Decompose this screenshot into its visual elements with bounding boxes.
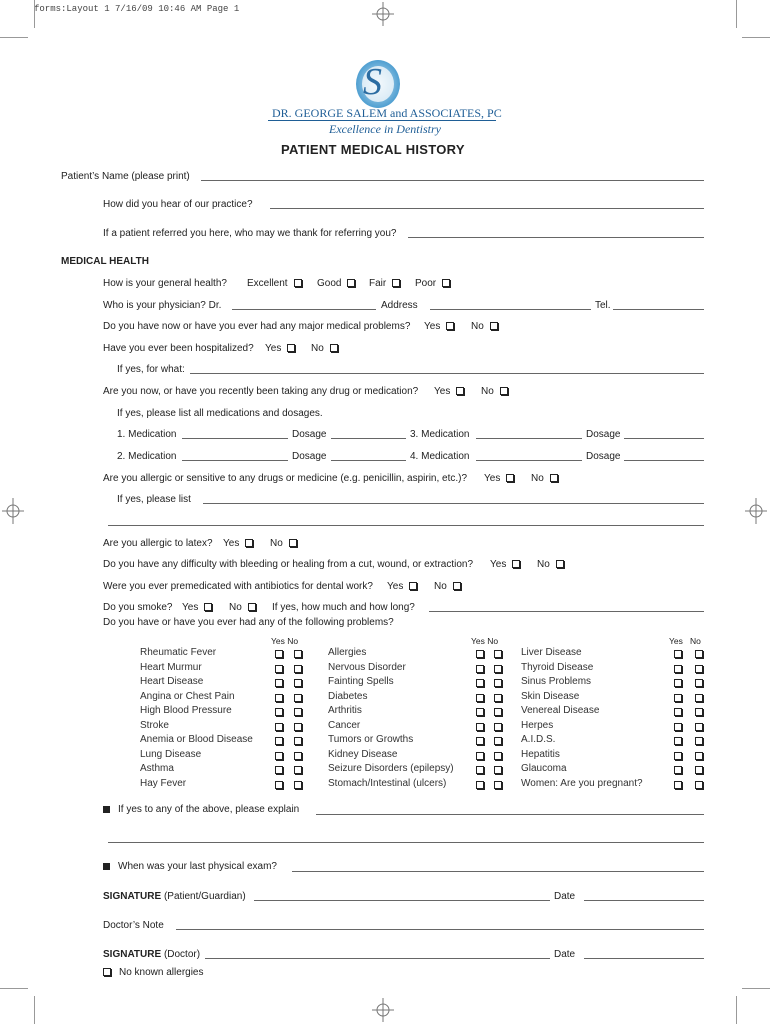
health-fair-option[interactable]: Fair: [369, 278, 400, 289]
dosage-3-label: Dosage: [586, 429, 621, 440]
hear-practice-label: How did you hear of our practice?: [103, 199, 253, 210]
last-physical-label: When was your last physical exam?: [118, 861, 277, 872]
page-title: PATIENT MEDICAL HISTORY: [281, 142, 465, 157]
explain-label: If yes to any of the above, please explain: [118, 804, 300, 815]
explain-field-2[interactable]: [108, 842, 704, 843]
doctor-date-label: Date: [554, 949, 576, 960]
drugs-no[interactable]: No: [481, 386, 508, 397]
dosage-2-label: Dosage: [292, 451, 327, 462]
problem-no-checkbox[interactable]: [494, 752, 502, 760]
registration-mark-icon: [372, 2, 394, 26]
medication-2-label: 2. Medication: [117, 451, 177, 462]
hospitalized-no[interactable]: No: [311, 343, 338, 354]
problem-yes-checkbox[interactable]: [674, 665, 682, 673]
problems-question: Do you have or have you ever had any of the following problems?: [103, 617, 394, 628]
problem-no-checkbox[interactable]: [294, 679, 302, 687]
problem-yes-checkbox[interactable]: [674, 781, 682, 789]
square-bullet-icon: [103, 806, 110, 813]
crop-mark: [742, 37, 770, 38]
problem-item: Venereal Disease: [521, 705, 600, 716]
problem-no-checkbox[interactable]: [294, 708, 302, 716]
problem-yes-checkbox[interactable]: [674, 752, 682, 760]
problem-yes-checkbox[interactable]: [476, 766, 484, 774]
problem-no-checkbox[interactable]: [294, 665, 302, 673]
last-physical-field[interactable]: [292, 871, 704, 872]
physician-label: Who is your physician? Dr.: [103, 300, 222, 311]
problem-yes-checkbox[interactable]: [476, 752, 484, 760]
bleeding-yes[interactable]: Yes: [490, 559, 520, 570]
problem-yes-checkbox[interactable]: [275, 679, 283, 687]
checkbox[interactable]: [287, 344, 295, 352]
checkbox[interactable]: [442, 279, 450, 287]
problem-no-checkbox[interactable]: [494, 708, 502, 716]
problems-list-col1: [140, 646, 253, 791]
problem-yes-checkbox[interactable]: [275, 766, 283, 774]
checkbox[interactable]: [294, 279, 302, 287]
problem-item: Seizure Disorders (epilepsy): [328, 763, 454, 774]
allergy-list-field[interactable]: [203, 503, 704, 504]
last-physical-row: [103, 861, 277, 872]
problem-yes-checkbox[interactable]: [476, 723, 484, 731]
premedicated-label: Were you ever premedicated with antibiotics for dental work?: [103, 581, 373, 592]
medication-3-field[interactable]: [476, 438, 582, 439]
checkbox[interactable]: [330, 344, 338, 352]
dosage-4-label: Dosage: [586, 451, 621, 462]
problem-yes-checkbox[interactable]: [674, 766, 682, 774]
doctor-signature-field[interactable]: [205, 958, 550, 959]
crop-mark: [742, 988, 770, 989]
problem-yes-checkbox[interactable]: [674, 737, 682, 745]
problem-item: Glaucoma: [521, 763, 567, 774]
practice-tagline: Excellence in Dentistry: [329, 122, 441, 136]
drugs-label: Are you now, or have you recently been taking any drug or medication?: [103, 386, 419, 397]
col3-yes-no-header: Yes No: [669, 636, 701, 646]
allergic-drugs-label: Are you allergic or sensitive to any drugs or medicine (e.g. penicillin, aspirin, etc.)?: [103, 473, 468, 484]
problem-item: Fainting Spells: [328, 676, 394, 687]
problem-item: Rheumatic Fever: [140, 647, 217, 658]
problem-item: Tumors or Growths: [328, 734, 414, 745]
problem-item: Asthma: [140, 763, 174, 774]
problem-yes-checkbox[interactable]: [275, 694, 283, 702]
problem-item: Sinus Problems: [521, 676, 592, 687]
smoke-amount-field[interactable]: [429, 611, 704, 612]
physician-name-field[interactable]: [232, 309, 376, 310]
problem-yes-checkbox[interactable]: [674, 723, 682, 731]
premedicated-no[interactable]: No: [434, 581, 461, 592]
checkbox[interactable]: [103, 968, 111, 976]
problem-yes-checkbox[interactable]: [275, 781, 283, 789]
crop-mark: [0, 988, 28, 989]
smoke-amount-label: If yes, how much and how long?: [272, 602, 415, 613]
problem-no-checkbox[interactable]: [494, 694, 502, 702]
checkbox[interactable]: [245, 539, 253, 547]
problem-no-checkbox[interactable]: [494, 723, 502, 731]
problem-yes-checkbox[interactable]: [674, 708, 682, 716]
checkbox[interactable]: [556, 560, 564, 568]
physician-tel-label: Tel.: [595, 300, 611, 311]
problem-item: Kidney Disease: [328, 748, 398, 760]
problem-yes-checkbox[interactable]: [476, 694, 484, 702]
patient-date-field[interactable]: [584, 900, 704, 901]
problem-no-checkbox[interactable]: [294, 752, 302, 760]
dosage-4-field[interactable]: [624, 460, 704, 461]
allergy-list-label: If yes, please list: [117, 494, 191, 505]
problem-yes-checkbox[interactable]: [674, 679, 682, 687]
problem-no-checkbox[interactable]: [294, 650, 302, 658]
crop-mark: [736, 0, 737, 28]
referred-label: If a patient referred you here, who may we thank for referring you?: [103, 228, 397, 239]
checkbox[interactable]: [512, 560, 520, 568]
problem-yes-checkbox[interactable]: [476, 781, 484, 789]
medication-3-label: 3. Medication: [410, 429, 470, 440]
allergic-drugs-yes[interactable]: Yes: [484, 473, 514, 484]
problem-yes-checkbox[interactable]: [275, 723, 283, 731]
problem-item: Liver Disease: [521, 647, 582, 658]
major-problems-label: Do you have now or have you ever had any major medical problems?: [103, 321, 411, 332]
problem-yes-checkbox[interactable]: [476, 679, 484, 687]
problem-yes-checkbox[interactable]: [275, 752, 283, 760]
checkbox[interactable]: [347, 279, 355, 287]
smoke-yes[interactable]: Yes: [182, 602, 212, 613]
referred-field[interactable]: [408, 237, 704, 238]
doctor-signature-label: SIGNATURE (Doctor): [103, 949, 201, 960]
problem-item: Thyroid Disease: [521, 661, 594, 673]
problem-no-checkbox[interactable]: [494, 781, 502, 789]
general-health-label: How is your general health?: [103, 278, 227, 289]
problem-yes-checkbox[interactable]: [275, 737, 283, 745]
problem-yes-checkbox[interactable]: [476, 708, 484, 716]
medication-4-label: 4. Medication: [410, 451, 470, 462]
problem-no-checkbox[interactable]: [494, 650, 502, 658]
col2-yes-no-header: Yes No: [471, 636, 499, 646]
problem-item: Cancer: [328, 719, 361, 731]
registration-mark-icon: [372, 998, 394, 1022]
latex-no[interactable]: No: [270, 538, 297, 549]
square-bullet-icon: [103, 863, 110, 870]
checkbox[interactable]: [446, 322, 454, 330]
physician-address-field[interactable]: [430, 309, 591, 310]
bleeding-no[interactable]: No: [537, 559, 564, 570]
smoke-no[interactable]: No: [229, 602, 256, 613]
logo-divider: [268, 120, 496, 121]
explain-field[interactable]: [316, 814, 704, 815]
medication-1-label: 1. Medication: [117, 429, 177, 440]
problem-no-checkbox[interactable]: [294, 737, 302, 745]
problems-list-col3: [521, 646, 643, 791]
explain-row: [103, 804, 299, 815]
physician-tel-field[interactable]: [613, 309, 704, 310]
problem-item: Skin Disease: [521, 690, 580, 702]
problem-item: Heart Disease: [140, 676, 204, 687]
major-problems-yes[interactable]: Yes: [424, 321, 454, 332]
medication-1-field[interactable]: [182, 438, 288, 439]
problem-item: A.I.D.S.: [521, 734, 556, 745]
problem-no-checkbox[interactable]: [494, 679, 502, 687]
premedicated-yes[interactable]: Yes: [387, 581, 417, 592]
problem-item: Hepatitis: [521, 748, 560, 760]
registration-mark-icon: [2, 498, 24, 524]
health-poor-option[interactable]: Poor: [415, 278, 450, 289]
problem-no-checkbox[interactable]: [695, 737, 703, 745]
dosage-1-label: Dosage: [292, 429, 327, 440]
problem-no-checkbox[interactable]: [494, 766, 502, 774]
problems-list-col2: [328, 646, 454, 791]
latex-label: Are you allergic to latex?: [103, 538, 213, 549]
problem-no-checkbox[interactable]: [294, 723, 302, 731]
problem-item: Hay Fever: [140, 777, 187, 789]
patient-name-field[interactable]: [201, 180, 704, 181]
problem-no-checkbox[interactable]: [695, 665, 703, 673]
crop-mark: [0, 37, 28, 38]
problem-yes-checkbox[interactable]: [275, 665, 283, 673]
problem-no-checkbox[interactable]: [294, 766, 302, 774]
checkbox[interactable]: [248, 603, 256, 611]
allergic-drugs-no[interactable]: No: [531, 473, 558, 484]
problem-item: Heart Murmur: [140, 661, 202, 673]
latex-yes[interactable]: Yes: [223, 538, 253, 549]
section-medical-health: MEDICAL HEALTH: [61, 256, 149, 267]
problem-item: Arthritis: [328, 705, 362, 716]
checkbox[interactable]: [506, 474, 514, 482]
problem-item: High Blood Pressure: [140, 705, 232, 716]
problem-no-checkbox[interactable]: [294, 781, 302, 789]
doctors-note-field[interactable]: [176, 929, 704, 930]
health-excellent-option[interactable]: Excellent: [247, 278, 302, 289]
checkbox[interactable]: [550, 474, 558, 482]
dosage-2-field[interactable]: [331, 460, 406, 461]
checkbox[interactable]: [204, 603, 212, 611]
problem-no-checkbox[interactable]: [695, 650, 703, 658]
patient-signature-field[interactable]: [254, 900, 550, 901]
problem-item: Herpes: [521, 719, 554, 731]
logo-monogram: S: [363, 61, 382, 103]
problem-yes-checkbox[interactable]: [275, 708, 283, 716]
crop-mark: [34, 0, 35, 28]
list-meds-label: If yes, please list all medications and dosages.: [117, 408, 323, 419]
problem-item: Nervous Disorder: [328, 661, 406, 673]
crop-mark: [34, 996, 35, 1024]
major-problems-no[interactable]: No: [471, 321, 498, 332]
physician-address-label: Address: [381, 300, 418, 311]
allergy-list-field-2[interactable]: [108, 525, 704, 526]
problem-item: Women: Are you pregnant?: [521, 777, 643, 789]
no-known-allergies-option[interactable]: No known allergies: [103, 967, 204, 978]
problem-no-checkbox[interactable]: [494, 665, 502, 673]
problem-yes-checkbox[interactable]: [476, 737, 484, 745]
problem-item: Allergies: [328, 647, 367, 658]
problem-no-checkbox[interactable]: [294, 694, 302, 702]
hear-practice-field[interactable]: [270, 208, 704, 209]
problem-item: Stomach/Intestinal (ulcers): [328, 777, 447, 789]
checkbox[interactable]: [456, 387, 464, 395]
hospitalized-what-field[interactable]: [190, 373, 704, 374]
hospitalized-label: Have you ever been hospitalized?: [103, 343, 254, 354]
problem-no-checkbox[interactable]: [695, 752, 703, 760]
practice-name: DR. GEORGE SALEM and ASSOCIATES, PC: [272, 106, 502, 120]
problem-no-checkbox[interactable]: [695, 723, 703, 731]
checkbox[interactable]: [453, 582, 461, 590]
checkbox[interactable]: [392, 279, 400, 287]
problem-no-checkbox[interactable]: [695, 781, 703, 789]
medication-4-field[interactable]: [476, 460, 582, 461]
checkbox[interactable]: [490, 322, 498, 330]
checkbox[interactable]: [500, 387, 508, 395]
doctor-date-field[interactable]: [584, 958, 704, 959]
problem-yes-checkbox[interactable]: [476, 650, 484, 658]
col1-yes-no-header: Yes No: [271, 636, 299, 646]
problem-item: Angina or Chest Pain: [140, 690, 235, 702]
problem-no-checkbox[interactable]: [695, 679, 703, 687]
health-good-option[interactable]: Good: [317, 278, 355, 289]
problem-no-checkbox[interactable]: [494, 737, 502, 745]
problem-item: Anemia or Blood Disease: [140, 734, 253, 745]
hospitalized-yes[interactable]: Yes: [265, 343, 295, 354]
dosage-1-field[interactable]: [331, 438, 406, 439]
problem-no-checkbox[interactable]: [695, 694, 703, 702]
doctors-note-label: Doctor’s Note: [103, 920, 164, 931]
crop-mark: [736, 996, 737, 1024]
smoke-label: Do you smoke?: [103, 602, 173, 613]
patient-name-label: Patient’s Name (please print): [61, 171, 190, 182]
dosage-3-field[interactable]: [624, 438, 704, 439]
checkbox[interactable]: [289, 539, 297, 547]
checkbox[interactable]: [409, 582, 417, 590]
hospitalized-what-label: If yes, for what:: [117, 364, 185, 375]
patient-signature-label: SIGNATURE (Patient/Guardian): [103, 891, 246, 902]
problem-yes-checkbox[interactable]: [674, 694, 682, 702]
patient-date-label: Date: [554, 891, 576, 902]
drugs-yes[interactable]: Yes: [434, 386, 464, 397]
medication-2-field[interactable]: [182, 460, 288, 461]
problem-yes-checkbox[interactable]: [275, 650, 283, 658]
problem-yes-checkbox[interactable]: [674, 650, 682, 658]
problem-no-checkbox[interactable]: [695, 708, 703, 716]
registration-mark-icon: [745, 498, 767, 524]
print-header-stamp: forms:Layout 1 7/16/09 10:46 AM Page 1: [34, 4, 240, 14]
bleeding-label: Do you have any difficulty with bleeding or healing from a cut, wound, or extraction?: [103, 559, 474, 570]
problem-item: Diabetes: [328, 690, 368, 702]
problem-yes-checkbox[interactable]: [476, 665, 484, 673]
problem-item: Stroke: [140, 719, 169, 731]
problem-item: Lung Disease: [140, 748, 202, 760]
problem-no-checkbox[interactable]: [695, 766, 703, 774]
